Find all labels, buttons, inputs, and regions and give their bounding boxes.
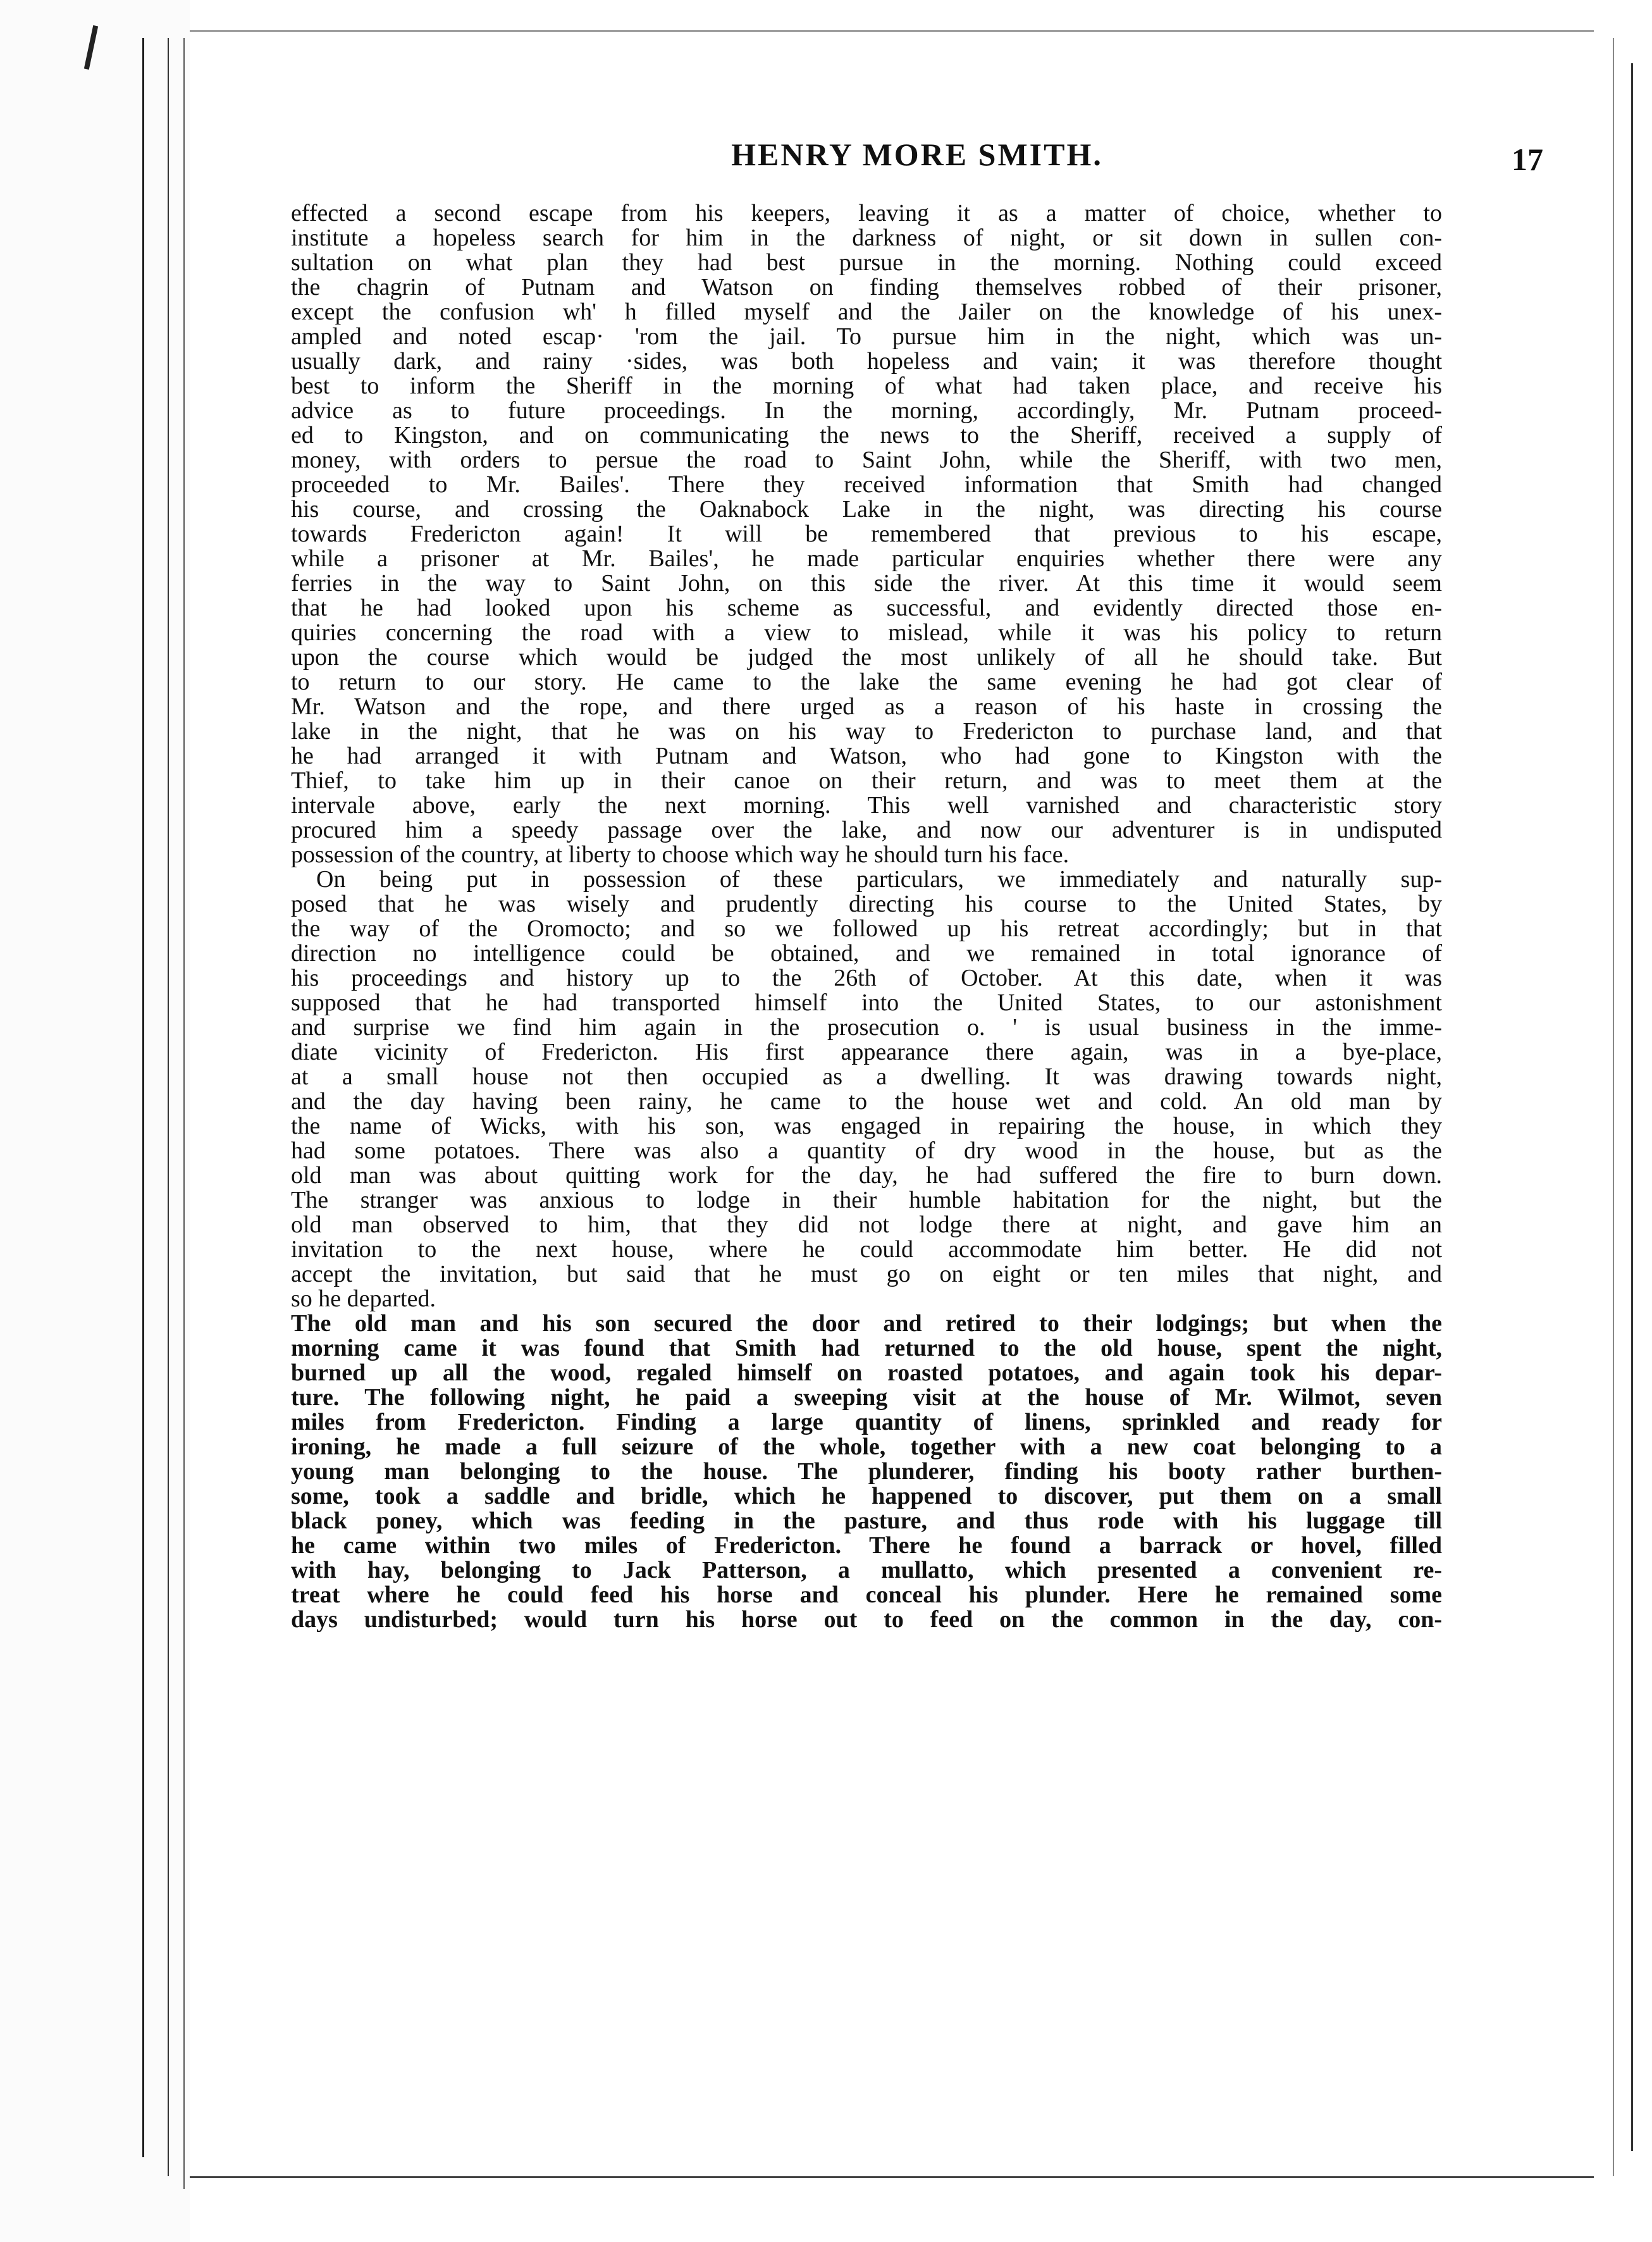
binding-line (142, 38, 144, 2157)
text-line: old man was about quitting work for the day, he had suffered the fire to burn down. (291, 1162, 1442, 1189)
text-line: procured him a speedy passage over the lake, and now our adventurer is in undisputed (291, 817, 1442, 843)
text-line: ture. The following night, he paid a sweeping visit at the house of Mr. Wilmot, seven (291, 1384, 1442, 1411)
text-line: intervale above, early the next morning. This well varnished and characteristic story (291, 792, 1442, 819)
text-line: ironing, he made a full seizure of the whole, together with a new coat belonging to a (291, 1434, 1442, 1460)
text-line: lake in the night, that he was on his way to Fredericton to purchase land, and that (291, 718, 1442, 745)
text-line: except the confusion wh' h filled myself and the Jailer on the knowledge of his unex- (291, 299, 1442, 325)
text-line: usually dark, and rainy ·sides, was both hopeless and vain; it was therefore thought (291, 348, 1442, 375)
text-line: The stranger was anxious to lodge in their humble habitation for the night, but the (291, 1187, 1442, 1213)
text-line: quiries concerning the road with a view to mislead, while it was his policy to return (291, 619, 1442, 646)
text-line: burned up all the wood, regaled himself on roasted potatoes, and again took his depar- (291, 1359, 1442, 1386)
text-line: so he departed. (291, 1285, 436, 1312)
running-title: HENRY MORE SMITH. (731, 137, 1103, 172)
text-line: treat where he could feed his horse and conceal his plunder. Here he remained some (291, 1582, 1442, 1608)
text-line: had some potatoes. There was also a quantity of dry wood in the house, but as the (291, 1137, 1442, 1164)
page-header (291, 123, 1543, 180)
text-line: advice as to future proceedings. In the morning, accordingly, Mr. Putnam proceed- (291, 397, 1442, 424)
text-line: young man belonging to the house. The plunderer, finding his booty rather burthen- (291, 1458, 1442, 1485)
text-line: black poney, which was feeding in the pasture, and thus rode with his luggage till (291, 1508, 1442, 1534)
text-line: old man observed to him, that they did not lodge there at night, and gave him an (291, 1211, 1442, 1238)
body-text (291, 201, 1442, 1632)
text-line: and the day having been rainy, he came to the house wet and cold. An old man by (291, 1088, 1442, 1115)
text-line: invitation to the next house, where he could accommodate him better. He did not (291, 1236, 1442, 1263)
text-line: best to inform the Sheriff in the morning of what had taken place, and receive his (291, 373, 1442, 399)
text-line: some, took a saddle and bridle, which he happened to discover, put them on a small (291, 1483, 1442, 1509)
text-line: while a prisoner at Mr. Bailes', he made particular enquiries whether there were any (291, 545, 1442, 572)
text-line: posed that he was wisely and prudently directing his course to the United States, by (291, 891, 1442, 917)
text-line: morning came it was found that Smith had returned to the old house, spent the night, (291, 1335, 1442, 1361)
text-line: direction no intelligence could be obtained, and we remained in total ignorance of (291, 940, 1442, 967)
page-right-edge (1613, 38, 1614, 2176)
text-line: diate vicinity of Fredericton. His first appearance there again, was in a bye-place, (291, 1039, 1442, 1065)
page-bottom-edge (190, 2176, 1594, 2178)
binding-line (183, 38, 185, 2189)
text-line: he had arranged it with Putnam and Watson, who had gone to Kingston with the (291, 743, 1442, 769)
text-line: proceeded to Mr. Bailes'. There they received information that Smith had changed (291, 471, 1442, 498)
text-line: to return to our story. He came to the lake the same evening he had got clear of (291, 669, 1442, 695)
text-line: money, with orders to persue the road to Saint John, while the Sheriff, with two men, (291, 447, 1442, 473)
text-line: supposed that he had transported himself into the United States, to our astonishment (291, 989, 1442, 1016)
text-line: his proceedings and history up to the 26th of October. At this date, when it was (291, 965, 1442, 991)
text-line: accept the invitation, but said that he must go on eight or ten miles that night, and (291, 1261, 1442, 1287)
text-line: Thief, to take him up in their canoe on their return, and was to meet them at the (291, 767, 1442, 794)
text-line: institute a hopeless search for him in the darkness of night, or sit down in sullen con- (291, 225, 1442, 251)
text-line: ferries in the way to Saint John, on this side the river. At this time it would seem (291, 570, 1442, 597)
page-top-edge (190, 30, 1594, 32)
text-line: Mr. Watson and the rope, and there urged as a reason of his haste in crossing the (291, 693, 1442, 720)
text-line: The old man and his son secured the door and retired to their lodgings; but when the (291, 1310, 1442, 1337)
text-line: he came within two miles of Fredericton. There he found a barrack or hovel, filled (291, 1532, 1442, 1559)
text-line: possession of the country, at liberty to choose which way he should turn his face. (291, 841, 1069, 868)
text-line: days undisturbed; would turn his horse out to feed on the common in the day, con- (291, 1606, 1442, 1633)
text-line: effected a second escape from his keepers, leaving it as a matter of choice, whether to (291, 200, 1442, 226)
text-line: at a small house not then occupied as a dwelling. It was drawing towards night, (291, 1063, 1442, 1090)
text-line: upon the course which would be judged the most unlikely of all he should take. But (291, 644, 1442, 671)
text-line: ed to Kingston, and on communicating the news to the Sheriff, received a supply of (291, 422, 1442, 449)
text-line: with hay, belonging to Jack Patterson, a mullatto, which presented a convenient re- (291, 1557, 1442, 1583)
text-line: sultation on what plan they had best pursue in the morning. Nothing could exceed (291, 249, 1442, 276)
binding-line (168, 38, 169, 2176)
bold-paragraph (291, 1311, 1442, 1632)
text-line: On being put in possession of these particulars, we immediately and naturally sup- (316, 866, 1442, 893)
text-line: ampled and noted escap· 'rom the jail. To pursue him in the night, which was un- (291, 323, 1442, 350)
text-line: that he had looked upon his scheme as successful, and evidently directed those en- (291, 595, 1442, 621)
text-line: towards Fredericton again! It will be remembered that previous to his escape, (291, 521, 1442, 547)
text-line: miles from Fredericton. Finding a large quantity of linens, sprinkled and ready for (291, 1409, 1442, 1435)
text-line: the chagrin of Putnam and Watson on finding themselves robbed of their prisoner, (291, 274, 1442, 300)
text-line: and surprise we find him again in the prosecution o. ' is usual business in the imme- (291, 1014, 1442, 1041)
text-line: the name of Wicks, with his son, was engaged in repairing the house, in which they (291, 1113, 1442, 1139)
page-number: 17 (1512, 142, 1543, 177)
facing-page-edge (0, 0, 190, 2242)
text-line: the way of the Oromocto; and so we followed up his retreat accordingly; but in that (291, 915, 1442, 942)
page-right-edge (1631, 63, 1633, 2151)
text-line: his course, and crossing the Oaknabock Lake in the night, was directing his course (291, 496, 1442, 523)
